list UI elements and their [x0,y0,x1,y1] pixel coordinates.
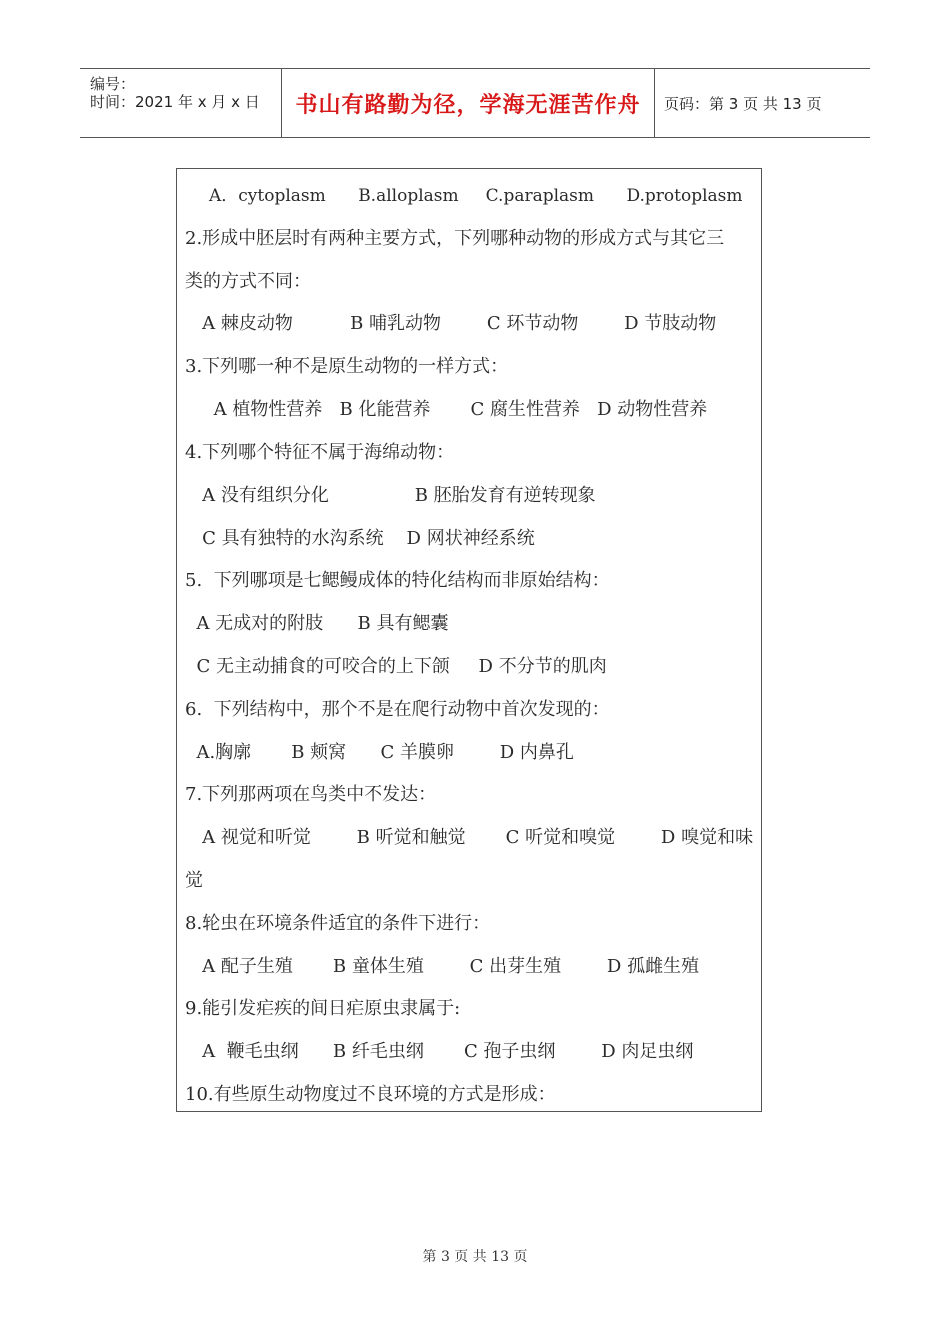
date-label: 时间：2021 年 x 月 x 日 [90,93,260,111]
motto: 书山有路勤为径，学海无涯苦作舟 [295,92,641,118]
header-meta [80,69,280,137]
question-line: A 棘皮动物 B 哺乳动物 C 环节动物 D 节肢动物 [185,313,717,334]
question-box [176,168,762,1112]
question-line: A.胸廓 B 颊窝 C 羊膜卵 D 内鼻孔 [185,742,574,763]
question-line: A 鞭毛虫纲 B 纤毛虫纲 C 孢子虫纲 D 肉足虫纲 [185,1041,694,1062]
question-line: 觉 [185,870,203,891]
number-label: 编号： [90,75,136,93]
question-line: 类的方式不同： [185,271,311,292]
question-line: A 植物性营养 B 化能营养 C 腐生性营养 D 动物性营养 [185,399,708,420]
question-line: A 没有组织分化 B 胚胎发育有逆转现象 [185,485,596,506]
question-line: A．cytoplasm B.alloplasm C.paraplasm D.protoplasm [209,186,743,206]
page-footer: 第 3 页 共 13 页 [422,1249,528,1265]
question-line: 3.下列哪一种不是原生动物的一样方式： [185,356,509,377]
header-motto-cell [281,69,655,137]
header-table [80,68,870,138]
question-line: 4.下列哪个特征不属于海绵动物： [185,442,455,463]
page-info: 页码：第 3 页 共 13 页 [664,94,822,113]
header-page-cell [654,69,870,137]
question-line: 5. 下列哪项是七鳃鳗成体的特化结构而非原始结构： [185,570,610,591]
question-line: A 视觉和听觉 B 听觉和触觉 C 听觉和嗅觉 D 嗅觉和味 [185,827,754,848]
question-line: 7.下列那两项在鸟类中不发达： [185,784,437,805]
question-line: A 无成对的附肢 B 具有鳃囊 [185,613,449,634]
question-line: 8.轮虫在环境条件适宜的条件下进行： [185,913,491,934]
question-line: 6. 下列结构中，那个不是在爬行动物中首次发现的： [185,699,610,720]
question-line: A 配子生殖 B 童体生殖 C 出芽生殖 D 孤雌生殖 [185,956,700,977]
question-line: 2.形成中胚层时有两种主要方式，下列哪种动物的形成方式与其它三 [185,228,725,249]
question-line: 9.能引发疟疾的间日疟原虫隶属于: [185,998,461,1019]
question-line: C 无主动捕食的可咬合的上下颌 D 不分节的肌肉 [185,656,607,677]
question-line: 10.有些原生动物度过不良环境的方式是形成： [185,1084,556,1105]
question-line: C 具有独特的水沟系统 D 网状神经系统 [185,528,535,549]
